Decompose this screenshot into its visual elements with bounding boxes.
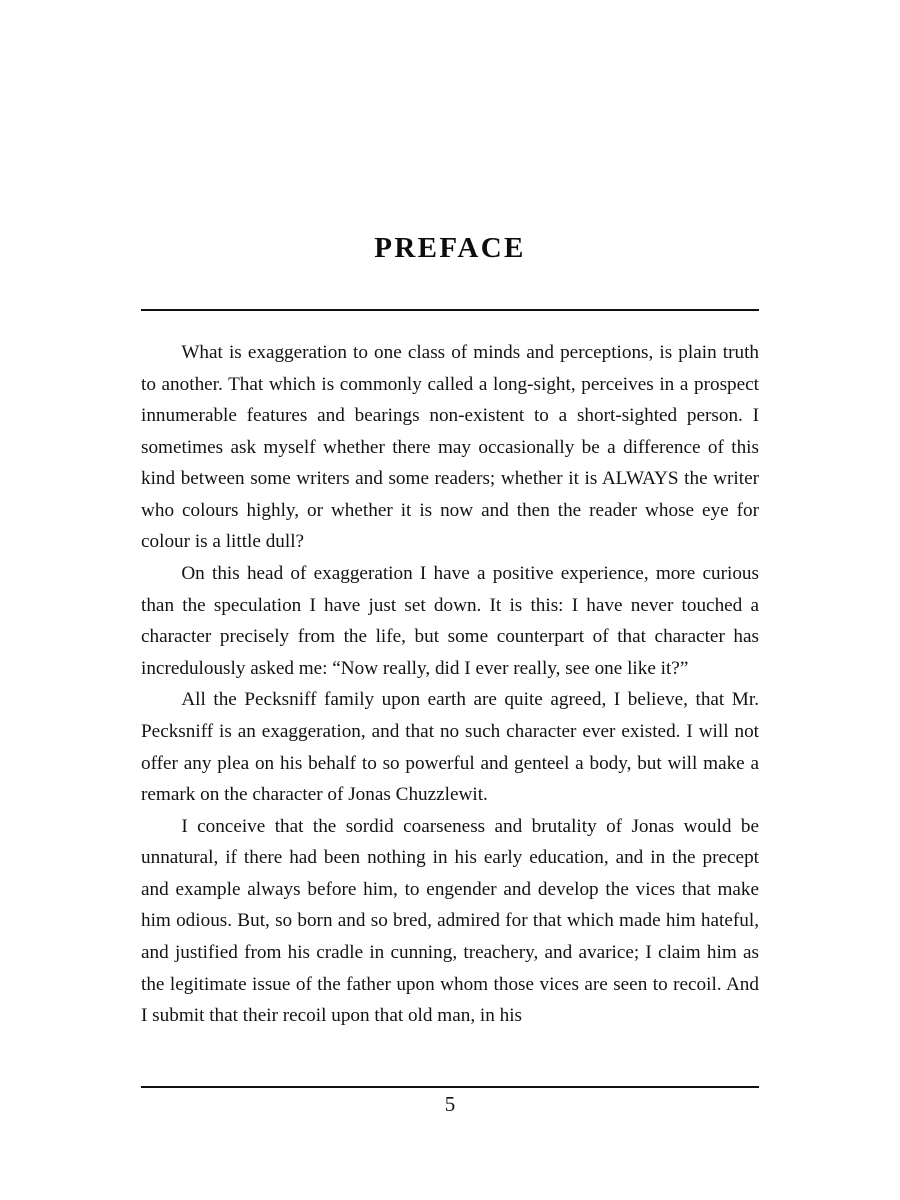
page-title: PREFACE <box>374 232 526 264</box>
paragraph: On this head of exaggeration I have a positive experience, more curious than the speculation I have just set down. It is this: I have never touched a character precisely from the life, but some counterpart of that character has incredulously asked me: “Now really, did I ever really, see one like it?” <box>141 563 759 679</box>
paragraph: All the Pecksniff family upon earth are quite agreed, I believe, that Mr. Pecksniff is an exaggeration, and that no such character ever existed. I will not offer any plea on his behalf to so powerful and genteel a body, but will make a remark on the character of Jonas Chuzzlewit. <box>141 689 759 806</box>
page-number: 5 <box>444 1092 456 1116</box>
footer-divider <box>141 1086 759 1088</box>
title-divider <box>141 309 759 311</box>
page-content <box>141 0 759 1032</box>
paragraph: I conceive that the sordid coarseness and brutality of Jonas would be unnatural, if there had been nothing in his early education, and in the precept and example always before him, to engender and develop the vices that make him odious. But, so born and so bred, admired for that which made him hateful, and justified from his cradle in cunning, treachery, and avarice; I claim him as the legitimate issue of the father upon whom those vices are seen to recoil. And I submit that their recoil upon that old man, in his <box>141 815 759 1027</box>
body-text <box>141 337 759 1032</box>
paragraph: What is exaggeration to one class of minds and perceptions, is plain truth to another. That which is commonly called a long-sight, perceives in a prospect innumerable features and bearings non-existent to a short-sighted person. I sometimes ask myself whether there may occasionally be a difference of this kind between some writers and some readers; whether it is ALWAYS the writer who colours highly, or whether it is now and then the reader whose eye for colour is a little dull? <box>141 342 759 553</box>
